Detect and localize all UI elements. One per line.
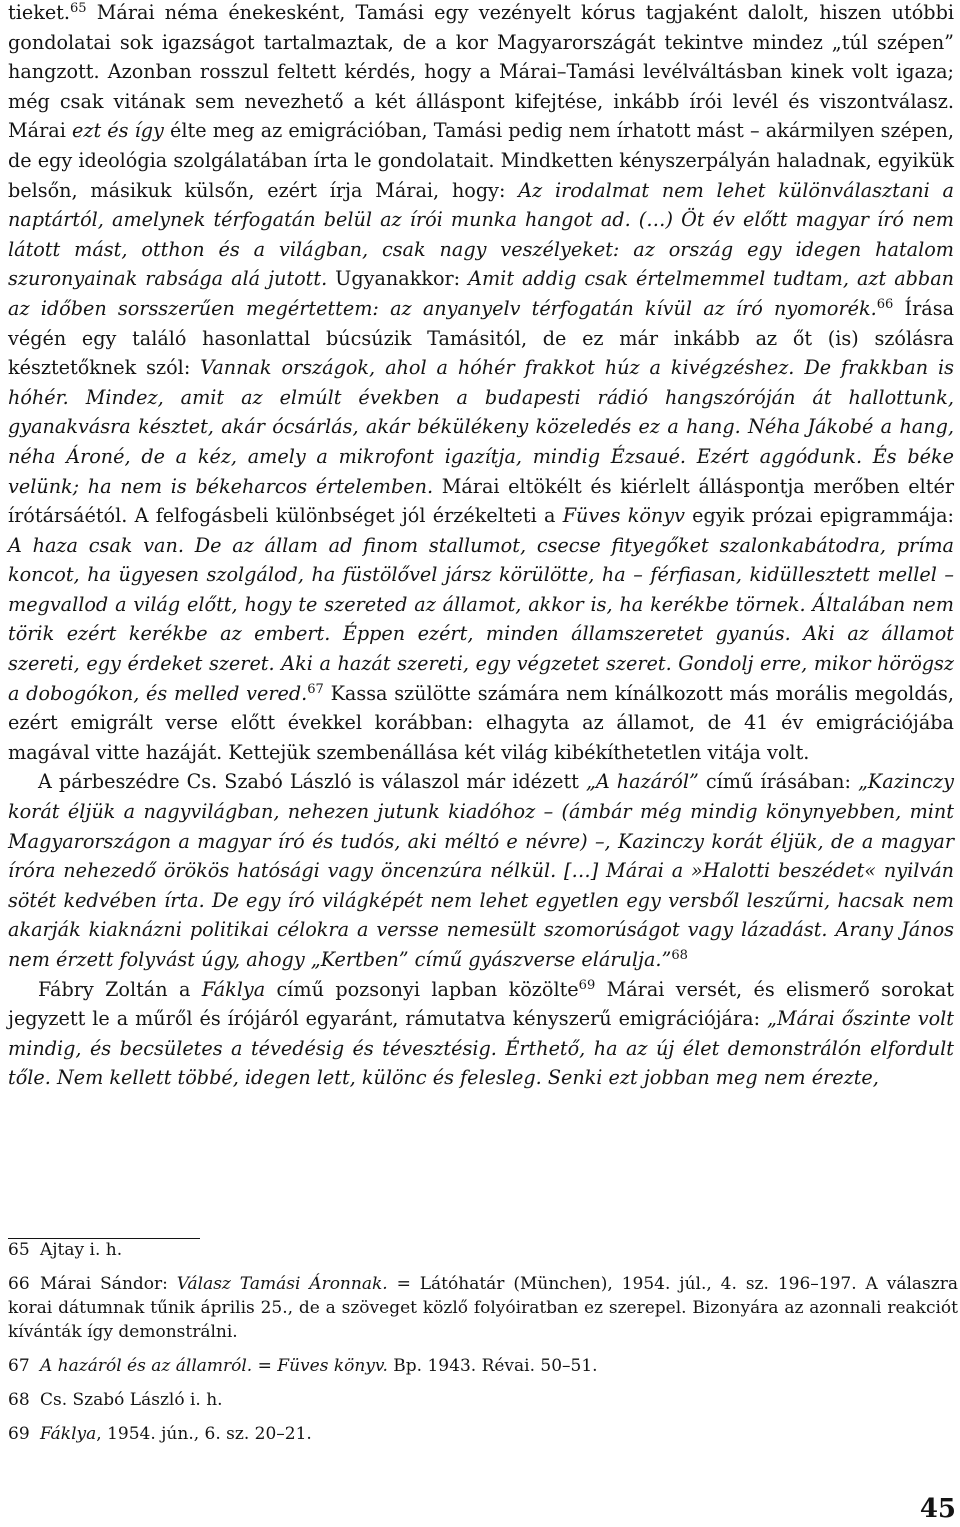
footnote-text (8, 1274, 958, 1342)
italic-run: Fáklya (40, 1424, 97, 1444)
text-run: = Látóhatár (München), 1954. júl., 4. sz. 196–197. A válaszra korai dátumnak tűnik április 25., de a szöveget közlő folyóiratban ez szerepel. Bizonyára az azonnali reakciót kívánták így demonstrálni. (8, 1274, 958, 1342)
footnote-text (40, 1356, 598, 1376)
footnote-ref: 66 (876, 296, 894, 312)
italic-run: Válasz Tamási Áronnak. (176, 1274, 388, 1294)
text-run: Márai Sándor: (40, 1274, 177, 1294)
italic-run: „Kazinczy korát éljük a nagyvilágban, nehezen jutunk kiadóhoz – (ámbár még mindig könynyebben, mint Magyarországon a magyar író és tudós, aki méltó e névre) –, Kazinczy korát éljük, de a magyar íróra nehezedő örökös hatósági vagy öncenzúra nélkül. […] Márai a »Halotti beszédet« nyilván sötét kedvében írta. De egy író világképét nem lehet egyetlen egy versből leszűrni, hacsak nem akarják kiaknázni politikai célokra a versse nemesült szomorúságot vagy lázadást. Arany János nem érzett folyvást úgy, ahogy „Kertben” című gyászverse elárulja.” (8, 770, 954, 971)
text-run: Fábry Zoltán a (38, 977, 202, 1001)
paragraph-3 (8, 975, 954, 1093)
paragraph-1 (8, 0, 954, 767)
footnote-69 (8, 1422, 958, 1446)
italic-run: Az irodalmat nem lehet különválasztani a naptártól, amelynek térfogatán belül az írói munka hangot ad. (…) Öt év előtt magyar író nem látott mást, otthon és a világban, csak nagy veszélyeket: az ország egy idegen hatalom szuronyainak rabsága alá jutott. (8, 178, 954, 291)
text-run: Írása végén egy találó hasonlattal búcsúzik Tamásitól, de ez már inkább az őt (is) szólásra késztetőknek szól: (8, 296, 955, 380)
text-run: A párbeszédre Cs. Szabó László is válaszol már idézett (38, 770, 586, 794)
footnote-text (40, 1424, 312, 1444)
italic-run: A haza csak van. De az állam ad finom stallumot, csecse fityegőket szalonkabátodra, príma koncot, ha ügyesen szolgálod, ha füstölővel jársz körülötte, ha – férfiasan, kidüllesztett mellel – megvallod a világ előtt, hogy te szereted az államot, akkor is, ha kerékbe törnek. Általában nem törik ezért kerékbe az embert. Éppen ezért, minden államszeretet gyanús. Aki az államot szereti, egy érdeket szeret. Aki a hazát szereti, egy végzetet szeret. Gondolj erre, mikor hörögsz a dobogókon, és melled vered. (8, 533, 954, 705)
text-run: című írásában: (698, 770, 858, 794)
footnote-ref: 67 (307, 681, 324, 697)
page-number: 45 (919, 1494, 956, 1524)
footnote-66 (8, 1272, 958, 1344)
footnote-65 (8, 1238, 958, 1262)
footnote-ref: 65 (70, 0, 87, 16)
text-run: élte meg az emigrációban, Tamási pedig nem írhatott mást – akármilyen szépen, de egy ideológia szolgálatában írta le gondolatait. Mindketten kényszerpályán haladnak, egyikük belsőn, másikuk külsőn, ezért írja Márai, hogy: (8, 119, 954, 202)
text-run: Márai eltökélt és kiérlelt álláspontja merőben eltér írótársáétól. A felfogásbeli különbséget jól érzékelteti a (8, 474, 955, 528)
text-run: Márai néma énekesként, Tamási egy vezényelt kórus tagjaként dalolt, hiszen utóbbi gondolatai sok igazságot tartalmaztak, de a kor Magyarországát tekintve mindez „túl szépen” hangzott. Azonban rosszul feltett kérdés, hogy a Márai–Tamási levélváltásban kinek volt igaza; még csak vitának sem nevezhető a két álláspont kifejtése, inkább írói levél és viszontválasz. Márai (8, 1, 954, 143)
footnote-number: 67 (8, 1356, 30, 1376)
text-run: , 1954. jún., 6. sz. 20–21. (96, 1424, 312, 1444)
text-run: című pozsonyi lapban közölte (265, 977, 579, 1001)
footnote-text (40, 1240, 122, 1260)
text-run: Kassa szülötte számára nem kínálkozott más morális megoldás, ezért emigrált verse előtt évekkel korábban: elhagyta az államot, de 41 év emigrációjába magával vitte hazáját. Kettejük szembenállása két világ kibékíthetetlen vitája volt. (8, 681, 954, 764)
footnotes (8, 1238, 958, 1456)
italic-run: „A hazáról” (585, 770, 699, 794)
footnote-text (40, 1390, 223, 1410)
text-run: Ajtay i. h. (40, 1240, 123, 1260)
body-text (8, 0, 954, 1093)
italic-run: ezt és így (71, 119, 164, 143)
footnote-67 (8, 1354, 958, 1378)
text-run: Márai versét, és elismerő sorokat jegyzett le a műről és írójáról egyaránt, rámutatva kényszerű emigrációjára: (8, 977, 954, 1031)
footnote-ref: 69 (578, 977, 596, 993)
footnote-number: 65 (8, 1240, 30, 1260)
italic-run: „Márai őszinte volt mindig, és becsületes a tévedésig és tévesztésig. Érthető, ha az új élet demonstrálón elfordult tőle. Nem kellett többé, idegen lett, különc és felesleg. Senki ezt jobban meg nem érezte, (8, 1007, 954, 1090)
italic-run: Vannak országok, ahol a hóhér frakkot húz a kivégzéshez. De frakkban is hóhér. Mindez, amit az elmúlt években a budapesti rádió hangszóróján át hallottunk, gyanakvásra késztet, akár ócsárlás, akár békülékeny közeledés ez a hang. Néha Jákobé a hang, néha Ároné, de a kéz, amely a mikrofont igazítja, mindig Ézsaué. Ezért aggódunk. És béke velünk; ha nem is békeharcos értelemben. (8, 356, 954, 498)
text-run: Cs. Szabó László i. h. (40, 1390, 223, 1410)
footnote-number: 69 (8, 1424, 30, 1444)
footnote-ref: 68 (671, 947, 688, 963)
paragraph-2 (8, 767, 954, 974)
footnote-number: 68 (8, 1390, 30, 1410)
italic-run: A hazáról és az államról. (40, 1356, 253, 1376)
text-run: egyik prózai epigrammája: (684, 504, 954, 528)
text-run: tieket. (8, 1, 70, 24)
text-run: Ugyanakkor: (327, 267, 469, 291)
italic-run: Füves könyv. (277, 1356, 388, 1376)
italic-run: Fáklya (201, 977, 266, 1001)
text-run: Bp. 1943. Révai. 50–51. (387, 1356, 598, 1376)
footnote-68 (8, 1388, 958, 1412)
footnote-number: 66 (8, 1274, 30, 1294)
italic-run: Amit addig csak értelmemmel tudtam, azt abban az időben sorsszerűen megértettem: az anyanyelv térfogatán kívül az író nyomorék. (8, 267, 954, 320)
text-run: = (252, 1356, 278, 1376)
italic-run: Füves könyv (562, 504, 685, 528)
